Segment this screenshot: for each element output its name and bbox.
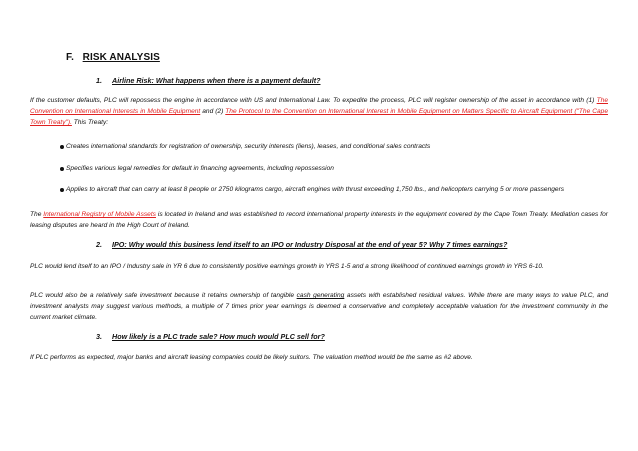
paragraph-text: If the customer defaults, PLC will repossess the engine in accordance with US and International Law. To expedite the process, PLC will register ownership of the asset in accordance with (1) — [30, 97, 597, 104]
bullet-dot — [60, 167, 64, 171]
paragraph-repossession — [30, 95, 608, 128]
question-2-text: IPO: Why would this business lend itself to an IPO or Industry Disposal at the end of year 5? Why 7 times earnings? — [112, 240, 508, 249]
paragraph-text: The — [30, 211, 44, 218]
paragraph-text: PLC would also be a relatively safe investment because it retains ownership of tangible — [30, 292, 297, 299]
section-heading — [66, 52, 160, 63]
bullet-dot — [60, 188, 64, 192]
bullet-text: Creates international standards for registration of ownership, security interests (liens), leases, and conditional sales contracts — [66, 143, 431, 150]
paragraph-text: If PLC performs as expected, major banks and aircraft leasing companies could be likely suitors. The valuation method would be the same as #2 above. — [30, 354, 473, 361]
question-3-number: 3. — [96, 332, 102, 341]
paragraph-text: PLC would lend itself to an IPO / Industry sale in YR 6 due to consistently positive earnings growth in YRS 1-5 and a strong likelihood of continued earnings growth in YRS 6-10. — [30, 263, 544, 270]
bullet-item — [66, 141, 608, 152]
paragraph-ipo — [30, 261, 608, 272]
paragraph-text: assets with established residual values. While there are many ways to value PLC, and investment analysts may suggest various methods, a multiple of 7 times prior year earnings is deemed a conservative and completely acceptable valuation for the investment community in the current market climate. — [30, 292, 608, 321]
question-2 — [96, 240, 507, 249]
section-letter: F. — [66, 52, 74, 63]
paragraph-text: This Treaty: — [71, 119, 109, 126]
question-1-text: Airline Risk: What happens when there is a payment default? — [112, 76, 321, 85]
paragraph-registry — [30, 209, 608, 231]
question-2-number: 2. — [96, 240, 102, 249]
convention-link[interactable]: The Convention on International Interests in Mobile Equipment — [30, 97, 608, 115]
question-3-text: How likely is a PLC trade sale? How much would PLC sell for? — [112, 332, 325, 341]
bullet-item — [66, 184, 608, 195]
bullet-text: Specifies various legal remedies for default in financing agreements, including repossession — [66, 165, 334, 172]
bullet-item — [66, 163, 608, 174]
paragraph-valuation — [30, 290, 608, 323]
bullet-text: Applies to aircraft that can carry at least 8 people or 2750 kilograms cargo, aircraft engines with thrust exceeding 1,750 lbs., and helicopters carrying 5 or more passengers — [66, 186, 565, 193]
bullet-dot — [60, 145, 64, 149]
underlined-term: cash generating — [296, 292, 345, 299]
protocol-link[interactable]: The Protocol to the Convention on International Interest in Mobile Equipment on Matters Specific to Aircraft Equipment ("The Cape Town Treaty"). — [30, 108, 608, 126]
question-1-number: 1. — [96, 76, 102, 85]
registry-link[interactable]: International Registry of Mobile Assets — [43, 211, 156, 218]
paragraph-trade-sale — [30, 352, 608, 363]
question-1 — [96, 76, 320, 85]
paragraph-text: is located in Ireland and was established to record international property interests in the equipment covered by the Cape Town Treaty. Mediation cases for leasing disputes are heard in the High Court of Ireland. — [30, 211, 608, 229]
paragraph-text: and (2) — [200, 108, 226, 115]
section-title: RISK ANALYSIS — [82, 52, 160, 63]
question-3 — [96, 332, 325, 341]
